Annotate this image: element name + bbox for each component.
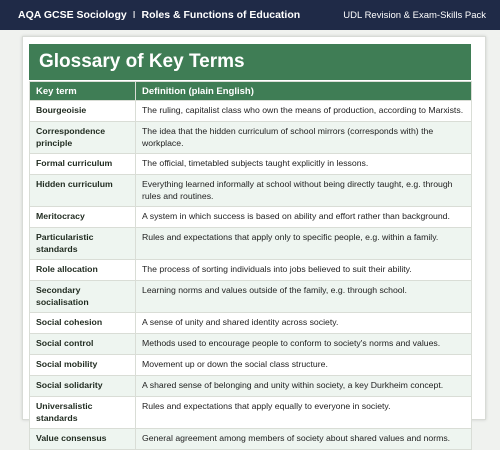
table-row [30,260,472,281]
definition-cell: A system in which success is based on ability and effort rather than background. [136,207,472,228]
definition-cell: Everything learned informally at school without being directly taught, e.g. through rules and routines. [136,175,472,207]
term-cell: Social mobility [30,355,136,376]
definition-cell: Learning norms and values outside of the family, e.g. through school. [136,281,472,313]
definition-cell: The idea that the hidden curriculum of school mirrors (corresponds with) the workplace. [136,122,472,154]
table-row [30,101,472,122]
table-row [30,355,472,376]
section-name: Roles & Functions of Education [141,9,301,21]
table-row [30,376,472,397]
course-name: AQA GCSE Sociology [18,9,127,21]
term-cell: Formal curriculum [30,154,136,175]
table-row [30,313,472,334]
term-cell: Universalistic standards [30,397,136,429]
table-row [30,281,472,313]
definition-cell: A sense of unity and shared identity across society. [136,313,472,334]
term-cell: Meritocracy [30,207,136,228]
term-cell: Secondary socialisation [30,281,136,313]
table-row [30,429,472,450]
term-cell: Particularistic standards [30,228,136,260]
definition-cell: Rules and expectations that apply only to specific people, e.g. within a family. [136,228,472,260]
table-row [30,228,472,260]
definition-cell: Movement up or down the social class structure. [136,355,472,376]
term-cell: Hidden curriculum [30,175,136,207]
definition-cell: A shared sense of belonging and unity within society, a key Durkheim concept. [136,376,472,397]
table-row [30,122,472,154]
table-row [30,175,472,207]
glossary-heading: Glossary of Key Terms [29,44,471,80]
glossary-table [29,81,472,450]
term-cell: Value consensus [30,429,136,450]
definition-cell: The process of sorting individuals into jobs believed to suit their ability. [136,260,472,281]
term-cell: Social control [30,334,136,355]
table-header-row [30,82,472,101]
course-title [18,9,300,21]
table-row [30,207,472,228]
column-header-term: Key term [30,82,136,101]
definition-cell: Rules and expectations that apply equally to everyone in society. [136,397,472,429]
definition-cell: The ruling, capitalist class who own the means of production, according to Marxists. [136,101,472,122]
table-row [30,154,472,175]
table-row [30,397,472,429]
term-cell: Social cohesion [30,313,136,334]
term-cell: Correspondence principle [30,122,136,154]
definition-cell: The official, timetabled subjects taught explicitly in lessons. [136,154,472,175]
top-bar [0,0,500,30]
table-row [30,334,472,355]
term-cell: Bourgeoisie [30,101,136,122]
column-header-definition: Definition (plain English) [136,82,472,101]
definition-cell: Methods used to encourage people to conform to society's norms and values. [136,334,472,355]
pack-title: UDL Revision & Exam-Skills Pack [343,9,486,21]
term-cell: Role allocation [30,260,136,281]
document-page [22,36,486,443]
definition-cell: General agreement among members of society about shared values and norms. [136,429,472,450]
term-cell: Social solidarity [30,376,136,397]
title-separator: I [132,9,136,21]
